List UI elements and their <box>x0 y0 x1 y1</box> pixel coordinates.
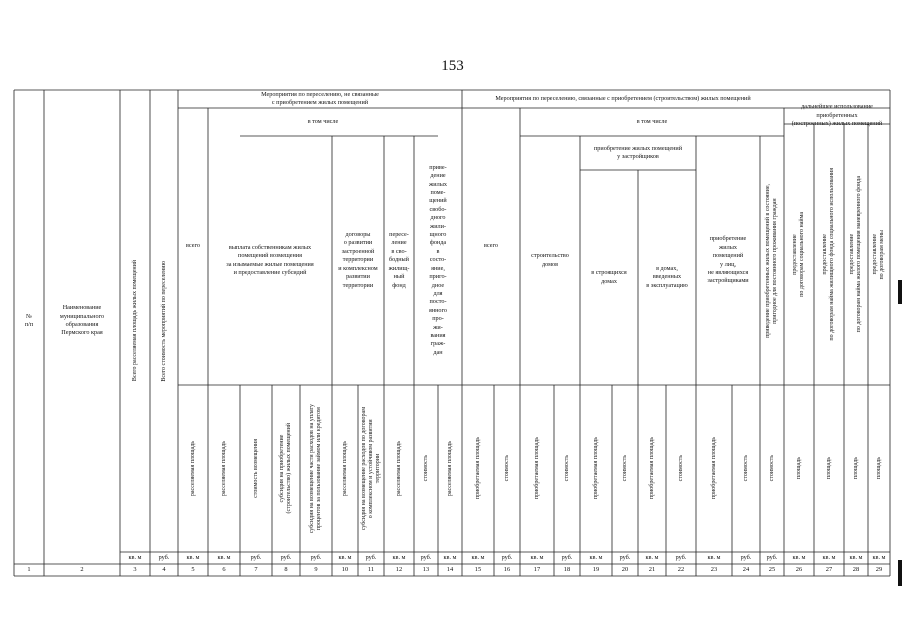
subheader-col-20 <box>612 385 638 552</box>
column-number-5: 5 <box>191 566 195 573</box>
header-commercial-fund-text: предоставление по договорам найма жилого помещения маневренного фонда <box>849 176 862 333</box>
column-number-4: 4 <box>162 566 166 573</box>
unit-col-13: руб. <box>420 554 432 561</box>
unit-col-25: руб. <box>766 554 778 561</box>
page-number: 153 <box>441 58 464 74</box>
unit-col-27: кв. м <box>822 554 836 561</box>
unit-col-16: руб. <box>501 554 513 561</box>
unit-col-3: кв. м <box>128 554 142 561</box>
subheader-col-24-text: стоимость <box>742 455 749 482</box>
unit-col-23: кв. м <box>707 554 721 561</box>
unit-col-28: кв. м <box>849 554 863 561</box>
subheader-col-29 <box>868 385 890 552</box>
column-number-3: 3 <box>133 566 137 573</box>
unit-col-9: руб. <box>310 554 322 561</box>
column-number-15: 15 <box>474 566 482 573</box>
column-number-19: 19 <box>592 566 600 573</box>
subheader-col-13 <box>414 385 438 552</box>
unit-col-14: кв. м <box>443 554 457 561</box>
header-acq-title: Мероприятия по переселению, связанные с приобретением (строительством) жилых помещений <box>495 94 751 102</box>
header-further-use: дальнейшее использование приобретенных (построенных) жилых помещений <box>791 103 883 128</box>
subheader-col-17 <box>520 385 554 552</box>
header-contracts: договоры о развитии застроенной территории и комплексном развитии территории <box>338 231 378 289</box>
subheader-col-18-text: стоимость <box>563 455 570 482</box>
subheader-col-23-text: приобретаемая площадь <box>710 437 717 500</box>
subheader-col-28-text: площадь <box>852 457 859 480</box>
scan-mark <box>898 280 902 304</box>
subheader-col-5 <box>178 385 208 552</box>
subheader-col-24 <box>732 385 760 552</box>
subheader-col-21-text: приобретаемая площадь <box>648 437 655 500</box>
subheader-col-8-text: субсидия на приобретение (строительство) жилых помещений <box>279 423 292 514</box>
unit-col-10: кв. м <box>338 554 352 561</box>
unit-col-26: кв. м <box>792 554 806 561</box>
subheader-col-15-text: приобретаемая площадь <box>474 437 481 500</box>
column-number-8: 8 <box>284 566 288 573</box>
subheader-col-12-text: расселяемая площадь <box>395 440 402 497</box>
subheader-col-12 <box>384 385 414 552</box>
subheader-col-18 <box>554 385 580 552</box>
subheader-col-15 <box>462 385 494 552</box>
subheader-col-11 <box>358 385 384 552</box>
unit-col-6: кв. м <box>217 554 231 561</box>
header-commercial-fund <box>844 124 868 385</box>
unit-col-7: руб. <box>250 554 262 561</box>
header-commissioned: в домах, введенных в эксплуатацию <box>646 264 688 289</box>
header-from-developers: приобретение жилых помещений у застройщиков <box>593 144 683 160</box>
column-number-1: 1 <box>27 566 31 573</box>
column-number-13: 13 <box>422 566 430 573</box>
subheader-col-26 <box>784 385 814 552</box>
scan-mark <box>898 560 902 586</box>
subheader-col-9 <box>300 385 332 552</box>
column-number-20: 20 <box>621 566 629 573</box>
header-total-area <box>120 90 150 552</box>
unit-col-21: кв. м <box>645 554 659 561</box>
subheader-col-22 <box>666 385 696 552</box>
unit-col-11: руб. <box>365 554 377 561</box>
subheader-col-17-text: приобретаемая площадь <box>533 437 540 500</box>
header-acq-in-that: в том числе <box>636 117 668 125</box>
subheader-col-5-text: расселяемая площадь <box>189 440 196 497</box>
unit-col-22: руб. <box>675 554 687 561</box>
header-under-construction: в строящихся домах <box>591 269 627 285</box>
unit-col-20: руб. <box>619 554 631 561</box>
unit-col-12: кв. м <box>392 554 406 561</box>
column-number-10: 10 <box>341 566 349 573</box>
subheader-col-16-text: стоимость <box>503 455 510 482</box>
header-payout: выплата собственникам жилых помещений возмещения за изымаемые жилые помещения и предоставление субсидий <box>226 243 314 276</box>
column-number-6: 6 <box>222 566 226 573</box>
header-exchange-text: предоставление по договорам мены <box>872 229 885 280</box>
header-municipality: Наименование муниципального образования Пермского края <box>59 304 105 337</box>
column-number-29: 29 <box>875 566 883 573</box>
header-social-lease-text: предоставление по договорам социального найма <box>792 212 805 297</box>
column-number-21: 21 <box>648 566 656 573</box>
column-number-22: 22 <box>677 566 685 573</box>
column-number-27: 27 <box>825 566 833 573</box>
subheader-col-27-text: площадь <box>825 457 832 480</box>
subheader-col-6-text: расселяемая площадь <box>220 440 227 497</box>
unit-col-4: руб. <box>158 554 170 561</box>
subheader-col-8 <box>272 385 300 552</box>
header-social-fund-text: предоставление по договорам найма жилищного фонда социального использования <box>822 168 835 341</box>
column-number-28: 28 <box>852 566 860 573</box>
header-exchange <box>868 124 890 385</box>
subheader-col-19-text: приобретаемая площадь <box>592 437 599 500</box>
unit-col-29: кв. м <box>872 554 886 561</box>
column-number-12: 12 <box>395 566 403 573</box>
header-acq-bringing <box>760 136 784 385</box>
subheader-col-25 <box>760 385 784 552</box>
subheader-col-13-text: стоимость <box>422 455 429 482</box>
header-total-cost-text: Всего стоимость мероприятий по переселению <box>160 260 167 382</box>
column-number-18: 18 <box>563 566 571 573</box>
column-number-16: 16 <box>503 566 511 573</box>
subheader-col-10 <box>332 385 358 552</box>
unit-col-5: кв. м <box>186 554 200 561</box>
unit-col-24: руб. <box>740 554 752 561</box>
column-number-26: 26 <box>795 566 803 573</box>
header-total-area-text: Всего расселяемая площадь жилых помещений <box>131 260 138 382</box>
unit-col-17: кв. м <box>530 554 544 561</box>
subheader-col-21 <box>638 385 666 552</box>
subheader-col-22-text: стоимость <box>677 455 684 482</box>
header-relocation: пересе- ление в сво- бодный жилищ- ный фонд <box>388 231 410 289</box>
column-number-7: 7 <box>254 566 258 573</box>
unit-col-18: руб. <box>561 554 573 561</box>
subheader-col-28 <box>844 385 868 552</box>
column-number-9: 9 <box>314 566 318 573</box>
subheader-col-9-text: субсидия на возмещение части расходов на уплату процентов за пользование займом или кредитом <box>309 403 322 534</box>
column-number-23: 23 <box>710 566 718 573</box>
column-number-11: 11 <box>367 566 375 573</box>
subheader-col-14-text: расселяемая площадь <box>446 440 453 497</box>
header-from-nondevelopers: приобретение жилых помещений у лиц, не являющихся застройщиками <box>707 235 749 285</box>
subheader-col-19 <box>580 385 612 552</box>
subheader-col-11-text: субсидия на возмещение расходов по договорам о комплексном и устойчивом развитии территории <box>360 406 381 531</box>
header-construction: строительство домов <box>531 252 569 268</box>
column-number-25: 25 <box>768 566 776 573</box>
header-acq-total: всего <box>484 242 498 250</box>
column-number-14: 14 <box>446 566 454 573</box>
subheader-col-7-text: стоимость возмещения <box>252 439 259 498</box>
unit-col-19: кв. м <box>589 554 603 561</box>
unit-col-8: руб. <box>280 554 292 561</box>
header-num: № п/п <box>24 312 34 328</box>
header-acq-bringing-text: приведение приобретенных жилых помещений в состояние, пригодное для постоянного проживания граждан <box>765 183 778 338</box>
subheader-col-7 <box>240 385 272 552</box>
header-bringing: приве- дение жилых поме- щений свобо- дного жили- щного фонда в состо- яние, приго- дное для посто- янного про- жи- вания граж- дан <box>428 163 448 356</box>
header-not-acq-in-that: в том числе <box>307 117 339 125</box>
subheader-col-29-text: площадь <box>875 457 882 480</box>
subheader-col-16 <box>494 385 520 552</box>
header-not-acq-title: Мероприятия по переселению, не связанные с приобретением жилых помещений <box>261 90 379 106</box>
subheader-col-25-text: стоимость <box>768 455 775 482</box>
subheader-col-6 <box>208 385 240 552</box>
header-social-fund <box>814 124 844 385</box>
column-number-24: 24 <box>742 566 750 573</box>
header-total-cost <box>150 90 178 552</box>
subheader-col-14 <box>438 385 462 552</box>
header-social-lease <box>784 124 814 385</box>
header-not-acq-total: всего <box>186 242 200 250</box>
subheader-col-26-text: площадь <box>795 457 802 480</box>
column-number-17: 17 <box>533 566 541 573</box>
subheader-col-27 <box>814 385 844 552</box>
subheader-col-10-text: расселяемая площадь <box>341 440 348 497</box>
column-number-2: 2 <box>80 566 84 573</box>
unit-col-15: кв. м <box>471 554 485 561</box>
subheader-col-23 <box>696 385 732 552</box>
subheader-col-20-text: стоимость <box>621 455 628 482</box>
